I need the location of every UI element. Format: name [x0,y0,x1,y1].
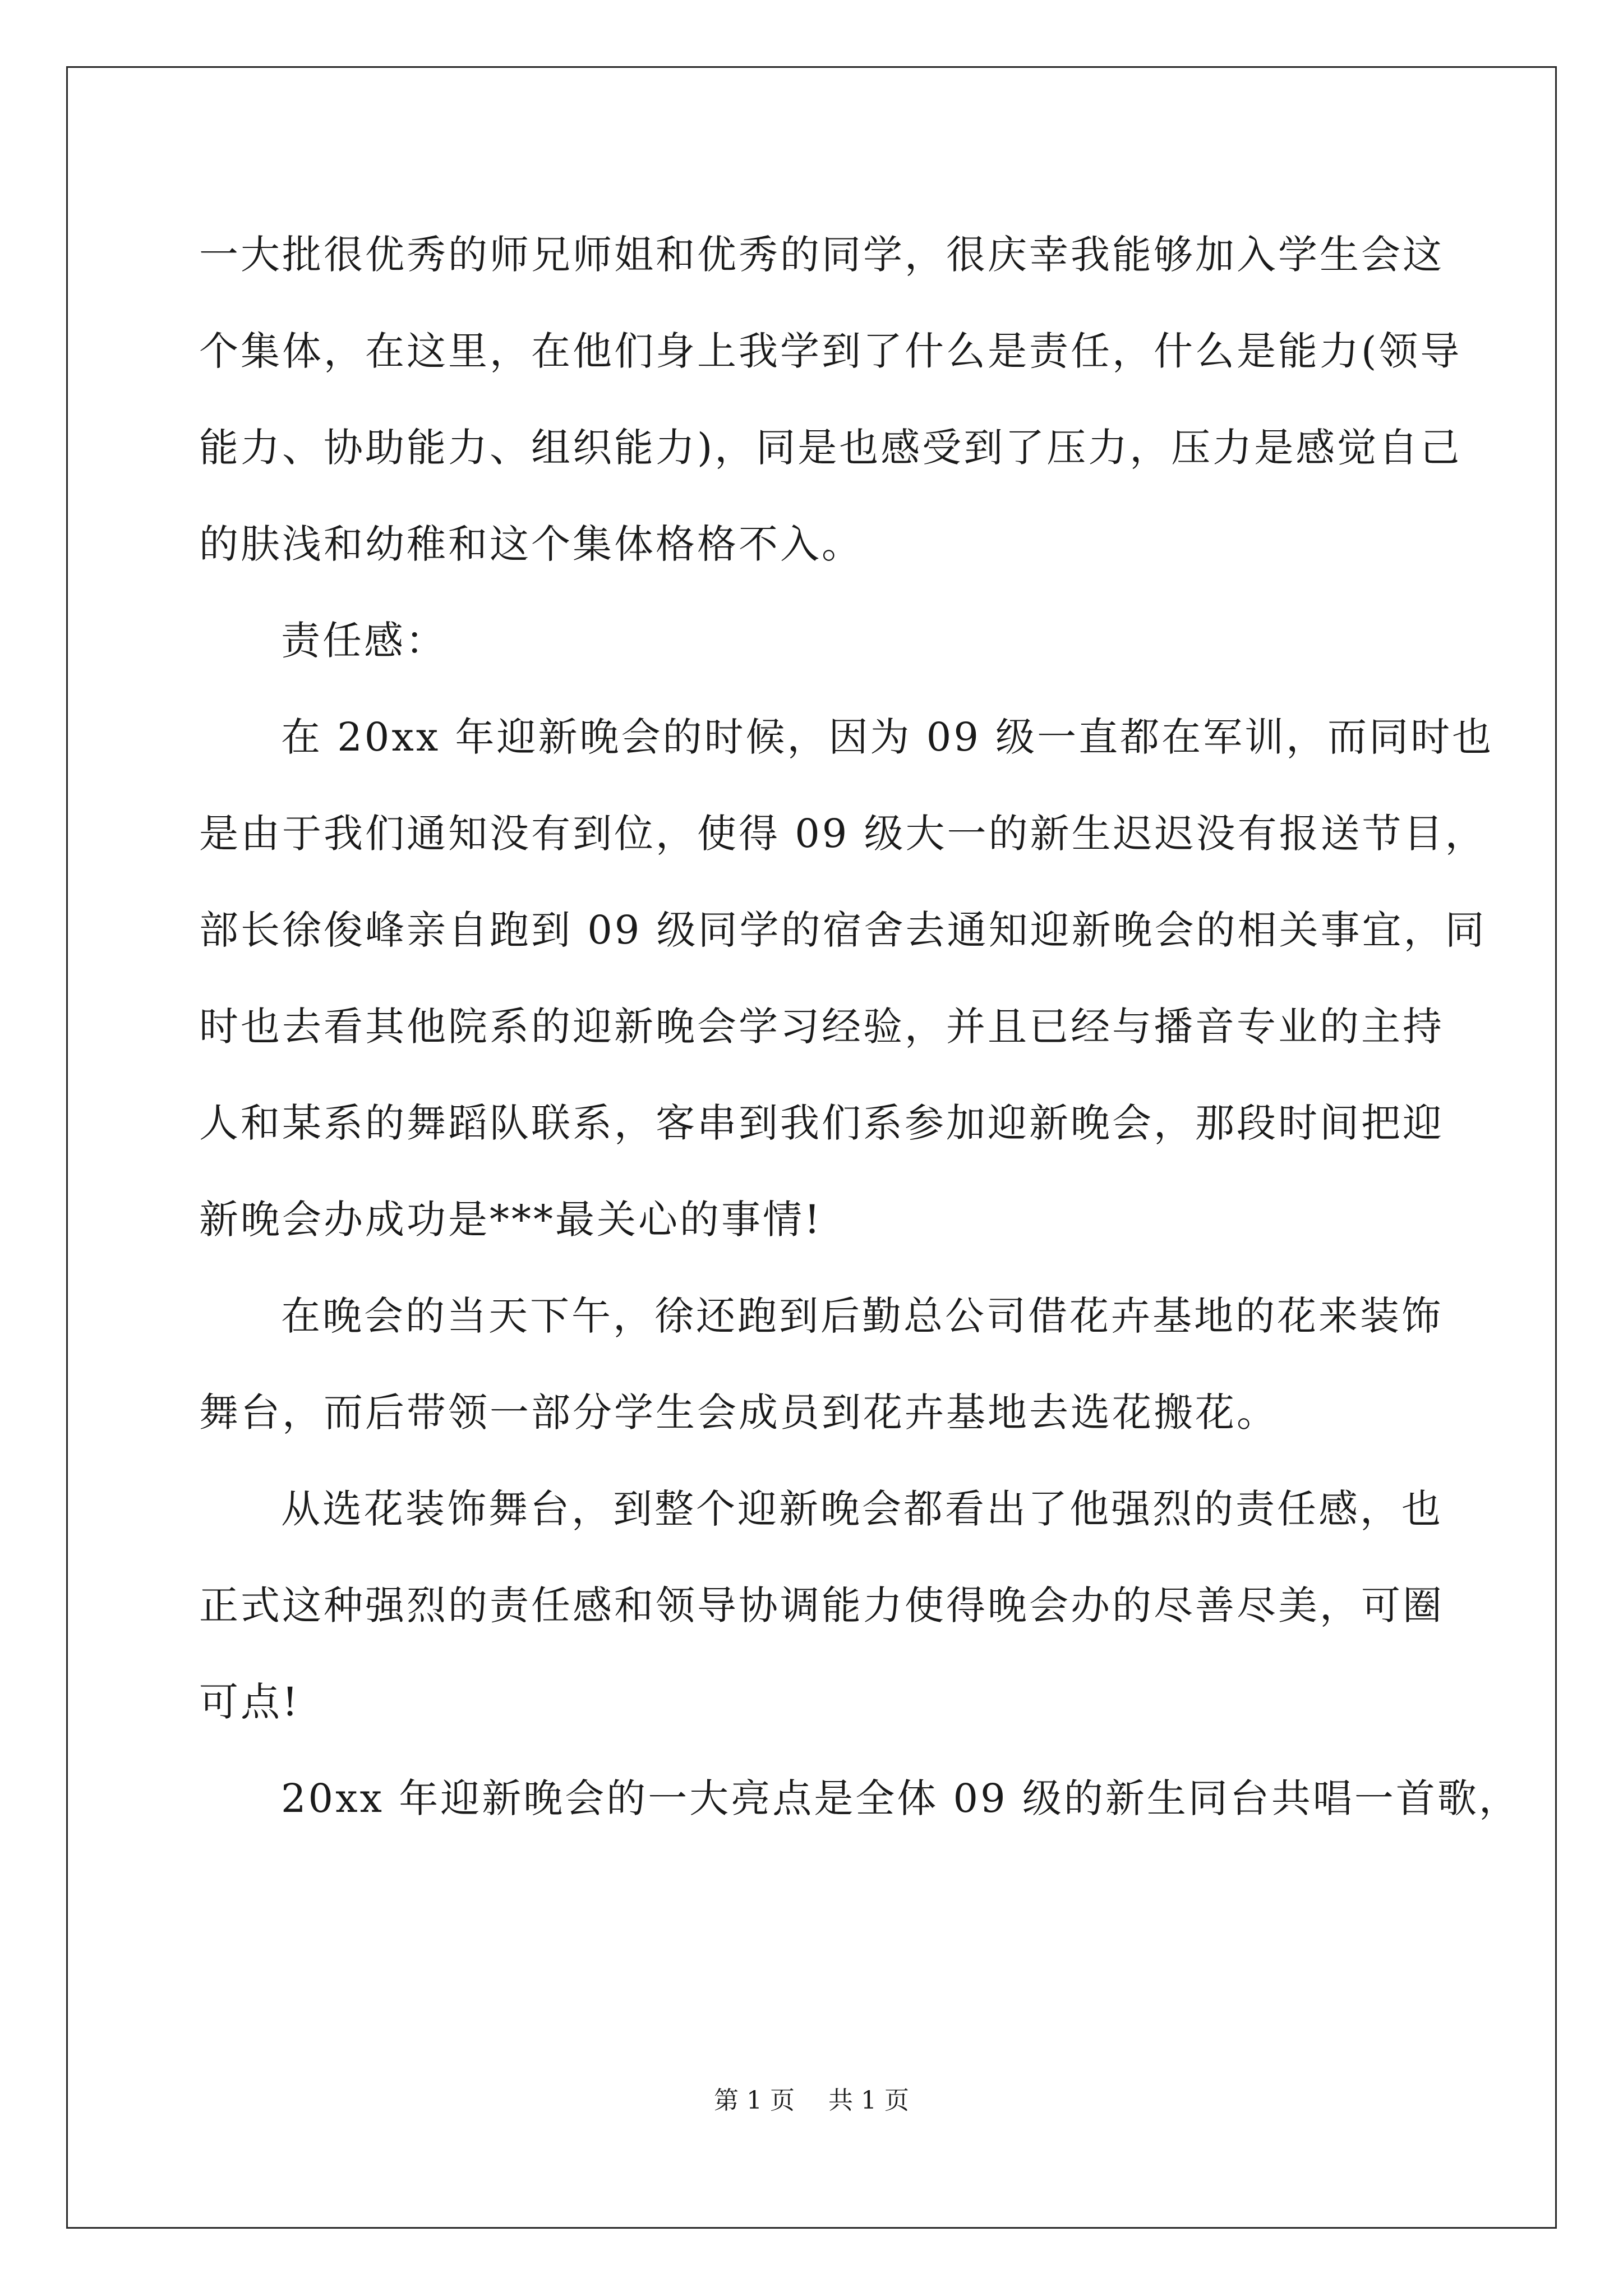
text-line: 部长徐俊峰亲自跑到 09 级同学的宿舍去通知迎新晚会的相关事宜，同 [199,907,1487,953]
text-line: 人和某系的舞蹈队联系，客串到我们系参加迎新晚会，那段时间把迎 [199,1100,1444,1146]
text-line: 20xx 年迎新晚会的一大亮点是全体 09 级的新生同台共唱一首歌， [281,1775,1520,1821]
text-line: 在 20xx 年迎新晚会的时候，因为 09 级一直都在军训，而同时也 [281,714,1494,760]
text-line: 可点! [199,1679,301,1725]
text-line: 舞台，而后带领一部分学生会成员到花卉基地去选花搬花。 [199,1389,1278,1435]
document-body [199,206,1520,1847]
text-line: 从选花装饰舞台，到整个迎新晚会都看出了他强烈的责任感，也 [281,1486,1443,1532]
text-line: 在晚会的当天下午，徐还跑到后勤总公司借花卉基地的花来装饰 [281,1293,1443,1339]
page-footer [0,2084,1623,2118]
text-line: 个集体，在这里，在他们身上我学到了什么是责任，什么是能力(领导 [199,328,1462,374]
text-line: 能力、协助能力、组织能力)，同是也感受到了压力，压力是感觉自己 [199,425,1462,471]
text-line: 一大批很优秀的师兄师姐和优秀的同学，很庆幸我能够加入学生会这 [199,232,1444,278]
text-line: 的肤浅和幼稚和这个集体格格不入。 [199,521,863,567]
text-line: 正式这种强烈的责任感和领导协调能力使得晚会办的尽善尽美，可圈 [199,1582,1444,1628]
text-line: 是由于我们通知没有到位，使得 09 级大一的新生迟迟没有报送节目， [199,811,1487,857]
page-number: 第 1 页 [714,2086,795,2115]
section-heading: 责任感： [281,618,447,664]
page-total: 共 1 页 [828,2086,909,2115]
text-line: 新晚会办成功是***最关心的事情! [199,1197,823,1243]
text-line: 时也去看其他院系的迎新晚会学习经验，并且已经与播音专业的主持 [199,1004,1444,1050]
